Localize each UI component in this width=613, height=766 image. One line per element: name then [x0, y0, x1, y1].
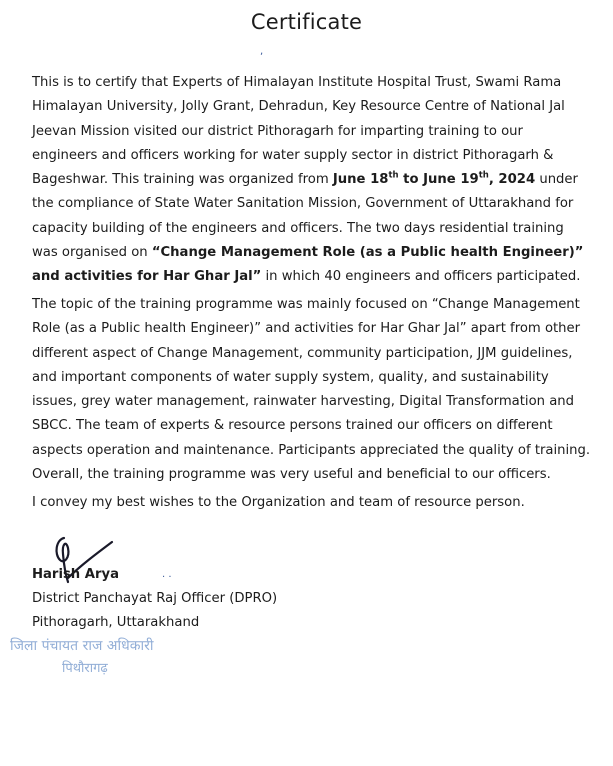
paragraph-1-text: This is to certify that Experts of Himalayan Institute Hospital Trust, Swami Rama Himalayan University, Jolly Grant, Dehradun, Key Resource Centre of National Jal Jeevan Mission visited our district Pithoragarh for imparting training to our engineers and officers working for water supply sector in district Pithoragarh & Bageshwar. This training was organized from [32, 75, 565, 188]
signatory-name: Harish Arya [32, 567, 119, 582]
signatory-designation: District Panchayat Raj Officer (DPRO) [32, 591, 278, 607]
stamp-line-2: पिथौरागढ़ [62, 661, 108, 676]
paragraph-1 [32, 71, 592, 290]
stamp-line-1: जिला पंचायत राज अधिकारी [10, 638, 154, 654]
certificate-title: Certificate [250, 10, 363, 34]
ink-speck: · · [162, 572, 172, 583]
signatory-location: Pithoragarh, Uttarakhand [32, 615, 200, 631]
paragraph-2: The topic of the training programme was mainly focused on “Change Management Role (as a Public health Engineer)” and activities for Har Ghar Jal” apart from other different aspect of Change Management, community participation, JJM guidelines, and important components of water supply system, quality, and sustainability issues, grey water management, rainwater harvesting, Digital Transformation and SBCC. The team of experts & resource persons trained our officers on different aspects operation and maintenance. Participants appreciated the quality of training. Overall, the training programme was very useful and beneficial to our officers. [32, 297, 591, 483]
training-topic: “Change Management Role (as a Public health Engineer)” and activities for Har Ghar Jal” [32, 245, 584, 285]
paragraph-1-text: under the compliance of State Water Sanitation Mission, Government of Uttarakhand for capacity building of the engineers and officers. The two days residential training was organised on [32, 172, 578, 261]
official-stamp [10, 632, 190, 682]
training-dates: June 18th to June 19th, 2024 [332, 170, 536, 188]
ink-speck: , [260, 46, 264, 57]
signatory-block [32, 563, 277, 636]
paragraph-3: I convey my best wishes to the Organization and team of resource person. [32, 495, 525, 510]
paragraph-1-text: in which 40 engineers and officers participated. [261, 269, 581, 285]
